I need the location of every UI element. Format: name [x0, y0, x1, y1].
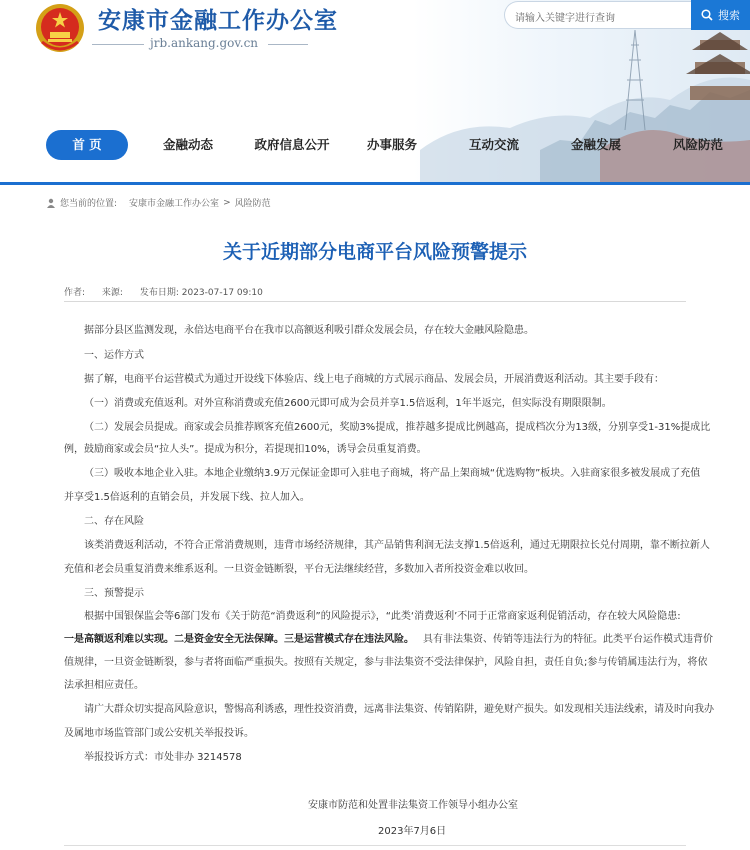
breadcrumb — [46, 196, 271, 209]
article-paragraph: 具有非法集资、传销等违法行为的特征。此类平台运作模式违背价 — [423, 634, 713, 645]
article-paragraph: （二）发展会员提成。商家或会员推荐顾客充值2600元，奖励3%提成，推荐越多提成比例越高，提成档次分为13级，分别享受1-31%提成比 — [84, 422, 711, 433]
meta-divider — [64, 301, 686, 302]
article-paragraph: 该类消费返利活动，不符合正常消费规则，违背市场经济规律，其产品销售利润无法支撑1.5倍返利，通过无期限拉长兑付周期，靠不断拉新人 — [84, 540, 710, 551]
article-paragraph: 充值和老会员重复消费来维系返利。一旦资金链断裂，平台无法继续经营，多数加入者所投资金难以收回。 — [64, 564, 534, 575]
section-heading: 三、预警提示 — [84, 588, 144, 599]
main-nav — [0, 130, 750, 160]
domain-divider — [268, 44, 308, 45]
search-icon — [701, 9, 713, 21]
article-source: 来源: — [101, 288, 123, 298]
search-button[interactable] — [691, 0, 750, 30]
article-date: 发布日期: 2023-07-17 09:10 — [139, 288, 263, 298]
search-button-label: 搜索 — [718, 9, 740, 22]
footer-divider — [64, 845, 686, 846]
nav-item-interaction[interactable]: 互动交流 — [468, 137, 519, 152]
article-paragraph: （一）消费或充值返利。对外宣称消费或充值2600元即可成为会员并享1.5倍返利，1年半返完，但实际没有期限限制。 — [84, 398, 612, 409]
article-paragraph: 及属地市场监管部门或公安机关举报投诉。 — [64, 728, 254, 739]
nav-item-finance-news[interactable]: 金融动态 — [162, 137, 213, 152]
nav-item-finance-dev[interactable]: 金融发展 — [570, 137, 621, 152]
article-paragraph: （三）吸收本地企业入驻。本地企业缴纳3.9万元保证金即可入驻电子商城，将产品上架商城“优选购物”板块。入驻商家很多被发展成了充值 — [84, 468, 701, 479]
nav-item-gov-info[interactable]: 政府信息公开 — [254, 137, 330, 152]
breadcrumb-link-risk[interactable]: 风险防范 — [234, 199, 271, 209]
breadcrumb-link-office[interactable]: 安康市金融工作办公室 — [129, 199, 220, 209]
article-paragraph-bold: 一是高额返利难以实现。二是资金安全无法保障。三是运营模式存在违法风险。 — [64, 634, 414, 645]
nav-underline — [0, 182, 750, 185]
site-domain: jrb.ankang.gov.cn — [150, 36, 259, 50]
article-paragraph: 并享受1.5倍返利的直销会员，并发展下线、拉人加入。 — [64, 492, 310, 503]
domain-divider — [92, 44, 144, 45]
user-location-icon — [46, 198, 56, 208]
site-header — [0, 0, 750, 185]
national-emblem-icon — [34, 2, 86, 54]
breadcrumb-separator: > — [223, 197, 231, 208]
article-title: 关于近期部分电商平台风险预警提示 — [222, 241, 527, 263]
article-paragraph: 据部分县区监测发现，永倍达电商平台在我市以高额返利吸引群众发展会员，存在较大金融风险隐患。 — [84, 325, 534, 336]
section-heading: 二、存在风险 — [84, 516, 144, 527]
article-meta — [64, 285, 277, 298]
article-paragraph: 例，鼓励商家或会员“拉人头”。提成为积分，若提现扣10%，诱导会员重复消费。 — [64, 444, 427, 455]
nav-item-home[interactable]: 首 页 — [46, 130, 128, 160]
article-paragraph: 请广大群众切实提高风险意识，警惕高利诱惑，理性投资消费，远离非法集资、传销陷阱，避免财产损失。如发现相关违法线索，请及时向我办 — [84, 704, 714, 715]
article-paragraph: 根据中国银保监会等6部门发布《关于防范“消费返利”的风险提示》，“此类‘消费返利’不同于正常商家返利促销活动，存在较大风险隐患: — [84, 611, 681, 622]
article-paragraph: 值规律，一旦资金链断裂，参与者将面临严重损失。按照有关规定，参与非法集资不受法律保护，风险自担，责任自负;参与传销属违法行为，将依 — [64, 657, 708, 668]
nav-item-services[interactable]: 办事服务 — [366, 137, 417, 152]
section-heading: 一、运作方式 — [84, 350, 144, 361]
issuing-office: 安康市防范和处置非法集资工作领导小组办公室 — [308, 800, 518, 811]
issue-date: 2023年7月6日 — [378, 826, 447, 837]
nav-item-risk-prevention[interactable]: 风险防范 — [672, 137, 723, 152]
breadcrumb-prefix: 您当前的位置: — [60, 199, 118, 209]
report-contact: 举报投诉方式：市处非办 3214578 — [84, 752, 242, 763]
site-title[interactable]: 安康市金融工作办公室 — [98, 8, 338, 34]
article-author: 作者: — [64, 288, 86, 298]
article-paragraph: 法承担相应责任。 — [64, 680, 144, 691]
search-input[interactable]: 请输入关键字进行查询 — [504, 1, 692, 29]
article-paragraph: 据了解，电商平台运营模式为通过开设线下体验店、线上电子商城的方式展示商品、发展会员，开展消费返利活动。其主要手段有： — [84, 374, 664, 385]
